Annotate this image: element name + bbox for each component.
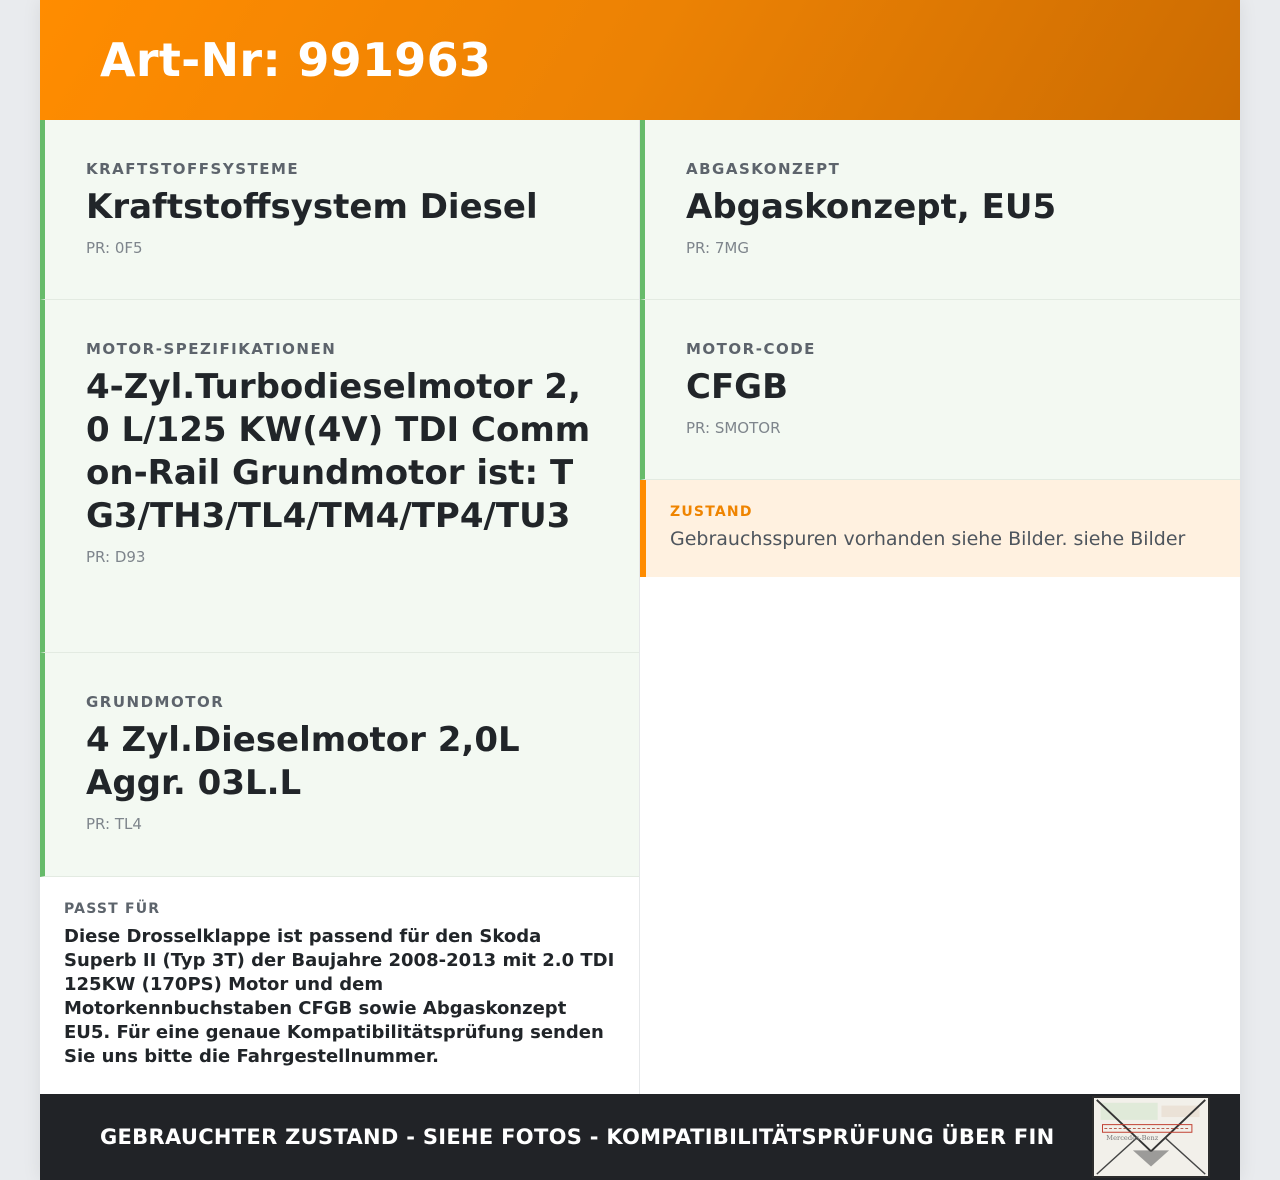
left-column (40, 120, 640, 1094)
spec-label: ABGASKONZEPT (686, 160, 841, 178)
spec-value: Kraftstoffsystem Diesel (86, 187, 538, 227)
envelope-thumbnail-graphic (1094, 1098, 1208, 1176)
spec-label: KRAFTSTOFFSYSTEME (86, 160, 300, 178)
footer-text: GEBRAUCHTER ZUSTAND - SIEHE FOTOS - KOMPATIBILITÄTSPRÜFUNG ÜBER FIN (100, 1125, 1055, 1149)
spec-label: MOTOR-CODE (686, 340, 816, 358)
spec-pr-code: PR: TL4 (86, 815, 142, 833)
spec-abgaskonzept (640, 120, 1240, 300)
envelope-icon[interactable] (1092, 1096, 1210, 1178)
spec-pr-code: PR: SMOTOR (686, 419, 781, 437)
product-sheet (40, 0, 1240, 1180)
zustand-text: Gebrauchsspuren vorhanden siehe Bilder. siehe Bilder (670, 528, 1186, 550)
spec-grundmotor (40, 653, 639, 877)
zustand-section (640, 480, 1240, 577)
spec-pr-code: PR: 0F5 (86, 239, 143, 257)
right-column (640, 120, 1240, 1094)
spec-pr-code: PR: D93 (86, 548, 146, 566)
content-columns (40, 120, 1240, 1094)
zustand-label: ZUSTAND (670, 504, 753, 520)
page-title: Art-Nr: 991963 (100, 33, 492, 87)
spec-value: 4-Zyl.Turbodieselmotor 2,0 L/125 KW(4V) TDI Common-Rail Grundmotor ist: TG3/TH3/TL4/TM4/TP4/TU3 (86, 367, 591, 536)
spec-pr-code: PR: 7MG (686, 239, 749, 257)
thumbnail-caption: Mercedes-Benz (1106, 1133, 1159, 1142)
passt-fuer-section (40, 877, 639, 1069)
spec-kraftstoffsysteme (40, 120, 639, 300)
spec-label: GRUNDMOTOR (86, 693, 225, 711)
spec-label: MOTOR-SPEZIFIKATIONEN (86, 340, 337, 358)
spec-value: 4 Zyl.Dieselmotor 2,0L Aggr. 03L.L (86, 720, 520, 803)
spec-value: CFGB (686, 367, 788, 407)
spec-value: Abgaskonzept, EU5 (686, 187, 1057, 227)
header (40, 0, 1240, 120)
passt-label: PASST FÜR (64, 901, 161, 917)
footer-banner (40, 1094, 1240, 1180)
spec-motor-spezifikationen (40, 300, 639, 653)
spec-motor-code (640, 300, 1240, 480)
passt-text: Diese Drosselklappe ist passend für den Skoda Superb II (Typ 3T) der Baujahre 2008-2013 mit 2.0 TDI 125KW (170PS) Motor und dem Motorkennbuchstaben CFGB sowie Abgaskonzept EU5. Für eine genaue Kompatibilitätsprüfung senden Sie uns bitte die Fahrgestellnummer. (64, 926, 615, 1067)
